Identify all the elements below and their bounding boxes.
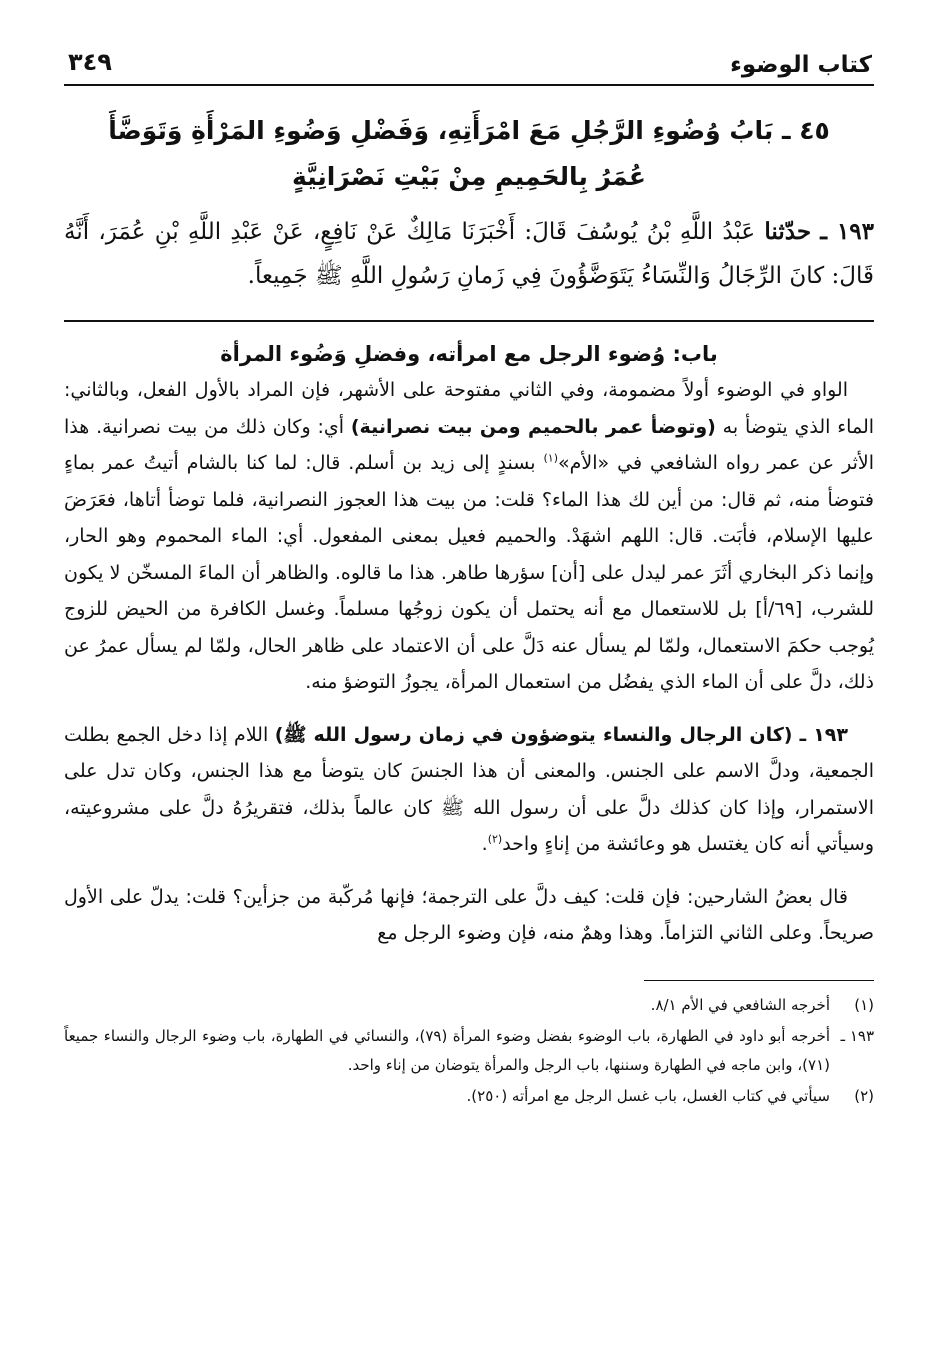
footnote (64, 991, 874, 1020)
hadith-text (64, 210, 874, 298)
footnote-text: سيأتي في كتاب الغسل، باب غسل الرجل مع امرأته (٢٥٠). (466, 1086, 830, 1105)
commentary-paragraph (64, 372, 874, 701)
running-header (64, 40, 874, 86)
footnotes (64, 991, 874, 1111)
hadith-narration-word: حدّثنا (764, 218, 812, 245)
paragraph-text: قال بعضُ الشارحين: فإن قلت: كيف دلَّ على الترجمة؛ فإنها مُركّبة من جزأين؟ قلت: يدلّ على الأول صريحاً. وعلى الثاني التزاماً. وهذا وهمٌ منه، فإن وضوء الرجل مع (64, 885, 874, 944)
paragraph-text: بسندٍ إلى زيد بن أسلم. قال: لما كنا بالشام أتيتُ عمر بماءٍ فتوضأ منه، ثم قال: من أين لك هذا الماء؟ قلت: من بيت هذا العجوز النصرانية، فلما توضأ أتاها، فعَرَضَ عليها الإسلام، فأبَت. قال: اللهم اشهَدْ. والحميم فعيل بمعنى المفعول. أي: الماء المحموم وهو الحار، وإنما ذكر البخاري أثَرَ عمر ليدل على [أن] سؤرها طاهر. هذا ما قالوه. والظاهر أن الماءَ المسخّن لا يكون للشرب، [٦٩/أ] بل للاستعمال مع أنه يحتمل أن يكون زوجُها مسلماً. وغسل الكافرة من الحيض للزوج يُوجب حكمَ الاستعمال، ولمّا لم يسأل عنه دَلَّ على أن الاعتماد على ظاهر الحال، ولمّا لم يسأل عمرُ عن ذلك، دلَّ على أن الماء الذي يفضُل من استعمال المرأة، يجوزُ التوضؤ منه. (64, 452, 875, 693)
hadith-body: عَبْدُ اللَّهِ بْنُ يُوسُفَ قَالَ: أَخْبَرَنَا مَالِكٌ عَنْ نَافِعٍ، عَنْ عَبْدِ اللَّهِ بْنِ عُمَرَ، أَنَّهُ قَالَ: كانَ الرِّجَالُ وَالنِّسَاءُ يَتَوَضَّؤُونَ فِي زَمانِ رَسُولِ اللَّهِ ﷺ جَمِيعاً. (64, 219, 874, 289)
hadith-number: ١٩٣ ـ (820, 218, 875, 245)
paragraph-text: الواو في الوضوء أولاً مضمومة، وفي الثاني مفتوحة على الأشهر، فإن المراد بالأول الفعل، وبالثاني: الماء الذي يتوضأ به (64, 379, 875, 438)
paragraph-text: اللام إذا دخل الجمع بطلت الجمعية، ودلَّ الاسم على الجنس. والمعنى أن هذا الجنسَ كان يتوضأ مع هذا الجنس، وكان تدل على الاستمرار، وإذا كان كذلك دلَّ على أن رسول الله ﷺ كان عالماً بذلك، فتقريرُهُ دلَّ على مشروعيته، وسيأتي أنه كان يغتسل هو وعائشة من إناءٍ واحد (64, 723, 874, 855)
chapter-heading: ٤٥ ـ بَابُ وُضُوءِ الرَّجُلِ مَعَ امْرَأَتِهِ، وَفَضْلِ وَضُوءِ المَرْأَةِ وَتَوَضَّأَ عُمَرُ بِالحَمِيمِ مِنْ بَيْتِ نَصْرَانِيَّةٍ (108, 116, 830, 191)
footnote-text: أخرجه أبو داود في الطهارة، باب الوضوء بفضل وضوء المرأة (٧٩)، والنسائي في الطهارة، باب وضوء الرجال والنساء جميعاً (٧١)، وابن ماجه في الطهارة وسننها، باب الرجل والمرأة يتوضان من إناء واحد. (64, 1026, 831, 1074)
footnote-ref[interactable]: (١) (543, 451, 558, 465)
paragraph-text: أي: وكان ذلك من بيت نصرانية. هذا الأثر عن عمر رواه الشافعي في «الأم» (64, 415, 874, 474)
footnote-divider (644, 980, 874, 981)
commentary-heading: باب: وُضوء الرجل مع امرأته، وفضلِ وَضُوء المرأة (220, 342, 718, 366)
paragraph-end: . (481, 833, 488, 855)
footnote-marker: (١) (854, 995, 874, 1014)
book-page (64, 40, 874, 1330)
section-divider (64, 320, 874, 322)
quoted-text: ١٩٣ ـ (كان الرجال والنساء يتوضؤون في زمان رسول الله ﷺ) (274, 723, 848, 746)
footnote-ref[interactable]: (٢) (487, 832, 503, 846)
commentary-paragraph (64, 879, 874, 952)
book-title: كتاب الوضوء (730, 52, 872, 78)
page-number: ٣٤٩ (68, 48, 112, 76)
footnote-marker: ١٩٣ ـ (840, 1026, 874, 1045)
footnote (64, 1022, 874, 1080)
footnote-text: أخرجه الشافعي في الأم ٨/١. (650, 995, 830, 1014)
footnote (64, 1082, 874, 1111)
quoted-text: (وتوضأ عمر بالحميم ومن بيت نصرانية) (350, 415, 716, 438)
commentary-paragraph (64, 717, 874, 863)
footnote-marker: (٢) (854, 1086, 874, 1105)
